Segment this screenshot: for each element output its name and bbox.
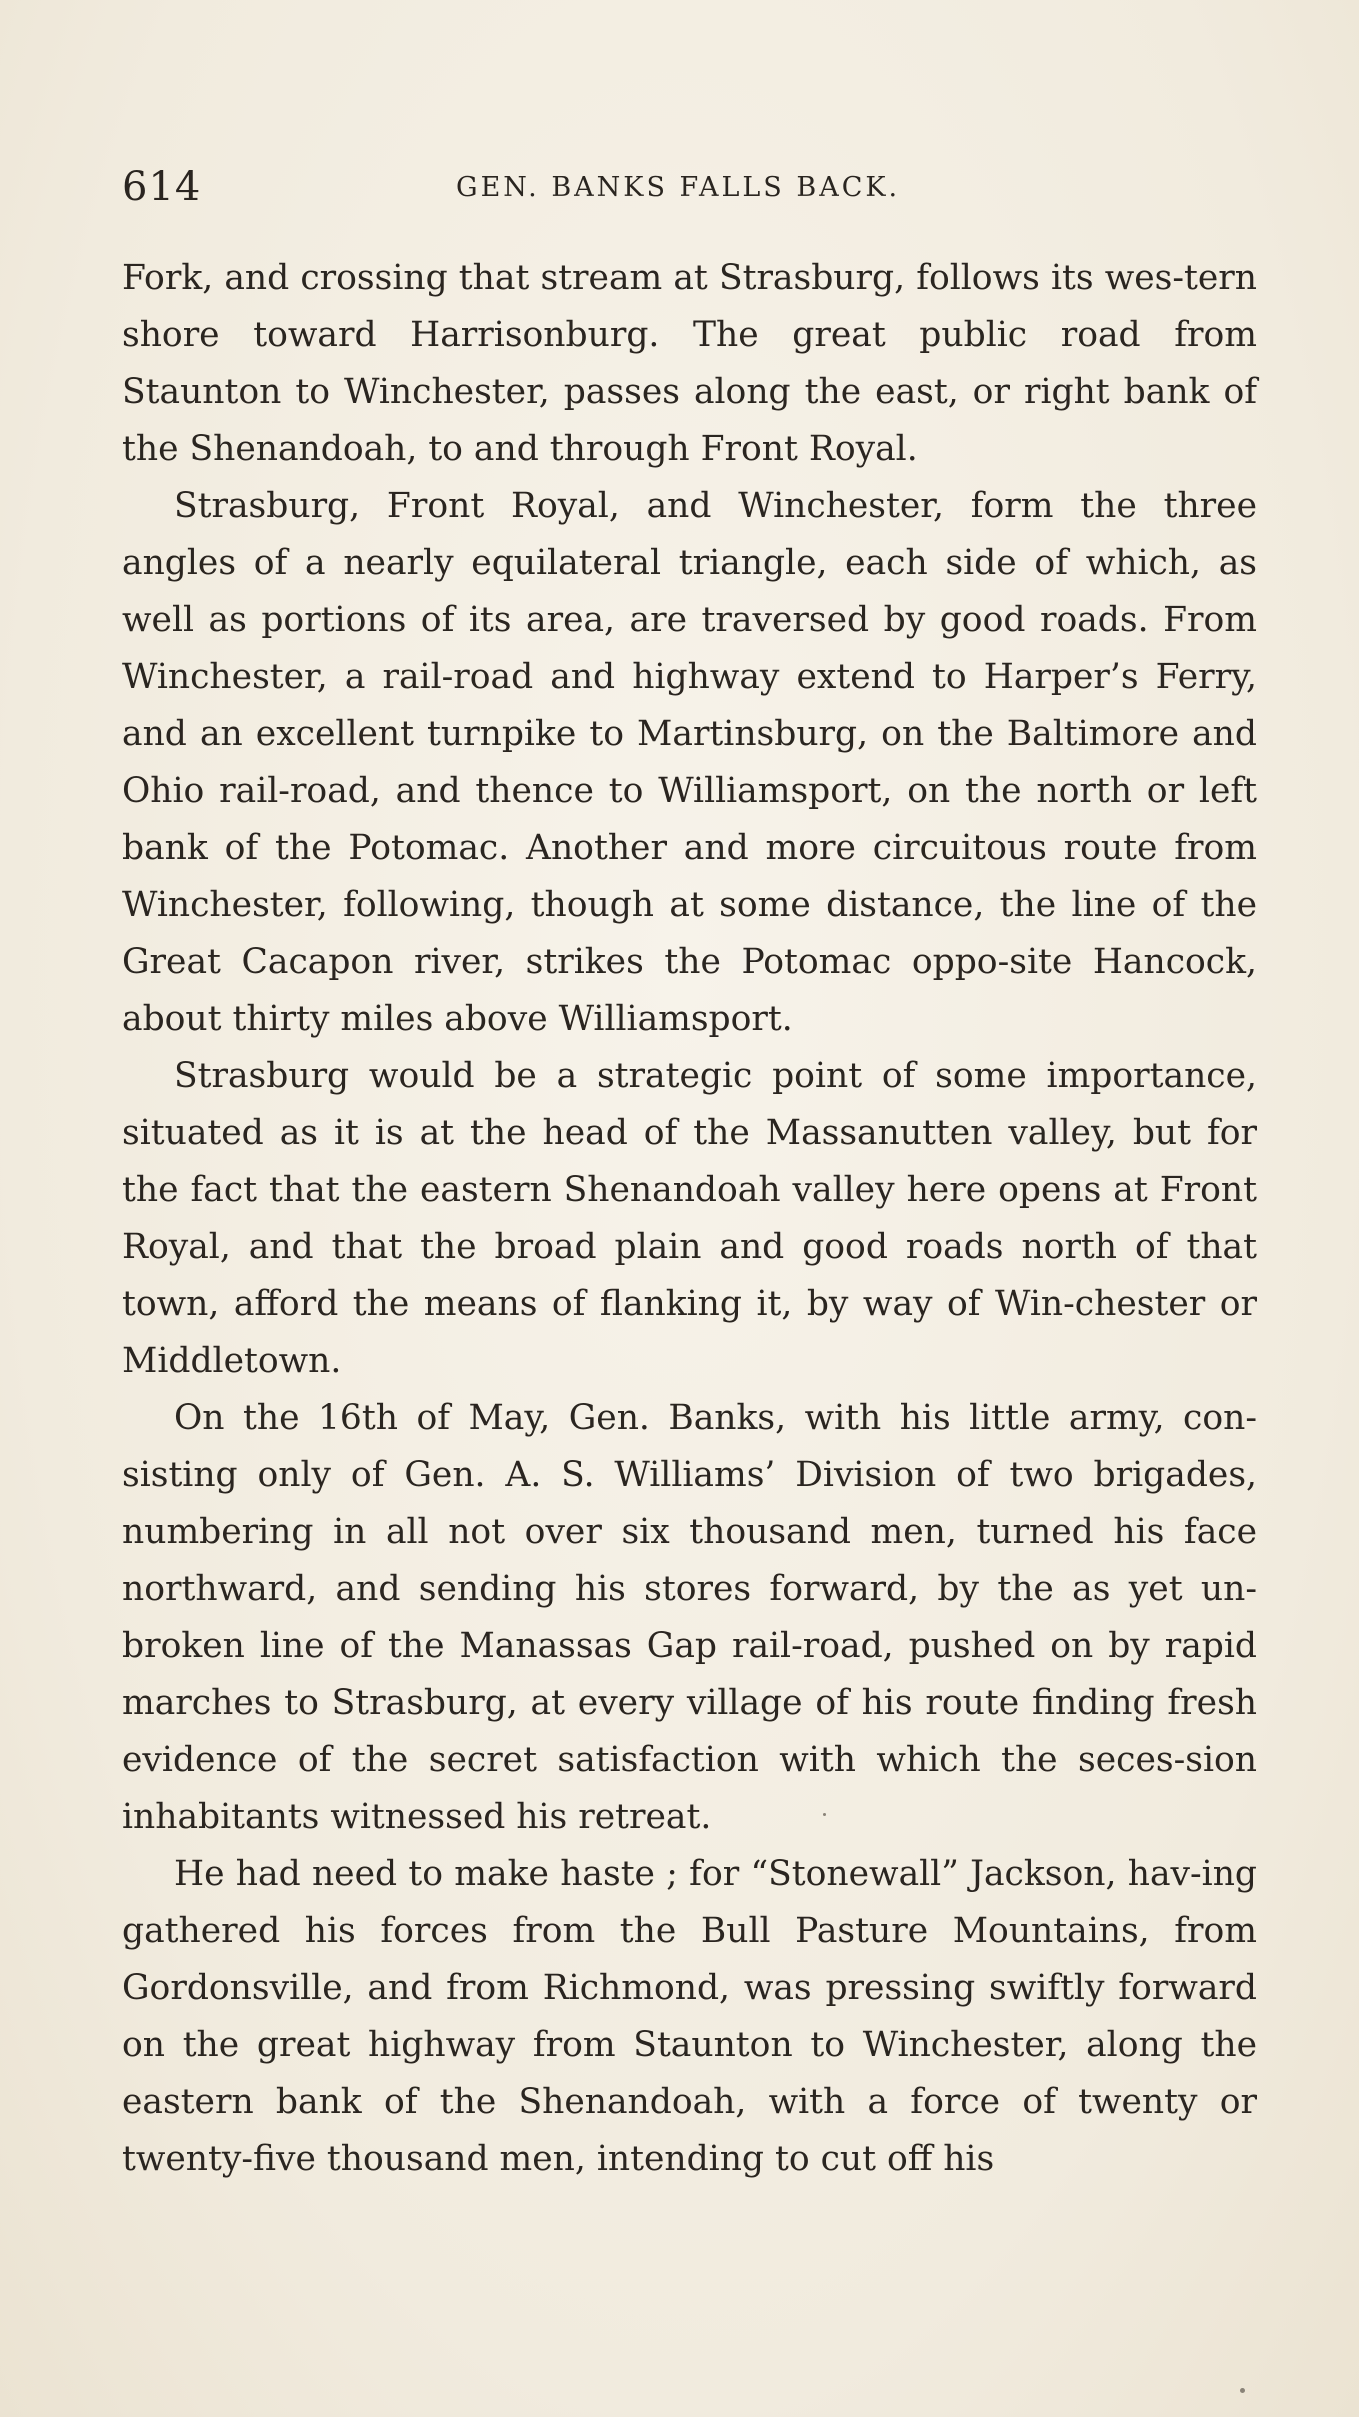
paper-speck (823, 1813, 826, 1816)
paragraph-1: Fork, and crossing that stream at Strasburg, follows its wes-tern shore toward Harrisonburg. The great public road from Staunton to Winchester, passes along the east, or right bank of the Shenandoah, to and through Front Royal. (122, 258, 1257, 469)
page-number: 614 (122, 164, 202, 210)
paragraph-2: Strasburg, Front Royal, and Winchester, form the three angles of a nearly equilateral triangle, each side of which, as well as portions of its area, are traversed by good roads. From Winchester, a rail-road and highway extend to Harper’s Ferry, and an excellent turnpike to Martinsburg, on the Baltimore and Ohio rail-road, and thence to Williamsport, on the north or left bank of the Potomac. Another and more circuitous route from Winchester, following, though at some distance, the line of the Great Cacapon river, strikes the Potomac oppo-site Hancock, about thirty miles above Williamsport. (122, 486, 1257, 1039)
running-title: GEN. BANKS FALLS BACK. (456, 172, 901, 203)
paragraph-4: On the 16th of May, Gen. Banks, with his little army, con-sisting only of Gen. A. S. Williams’ Division of two brigades, numbering in all not over six thousand men, turned his face northward, and sending his stores forward, by the as yet un-broken line of the Manassas Gap rail-road, pushed on by rapid marches to Strasburg, at every village of his route finding fresh evidence of the secret satisfaction with which the seces-sion inhabitants witnessed his retreat. (122, 1398, 1257, 1837)
paragraph-5: He had need to make haste ; for “Stonewall” Jackson, hav-ing gathered his forces from the Bull Pasture Mountains, from Gordonsville, and from Richmond, was pressing swiftly forward on the great highway from Staunton to Winchester, along the eastern bank of the Shenandoah, with a force of twenty or twenty-five thousand men, intending to cut off his (122, 1854, 1257, 2179)
body-text (122, 250, 1257, 2188)
paragraph-3: Strasburg would be a strategic point of some importance, situated as it is at the head of the Massanutten valley, but for the fact that the eastern Shenandoah valley here opens at Front Royal, and that the broad plain and good roads north of that town, afford the means of flanking it, by way of Win-chester or Middletown. (122, 1056, 1257, 1381)
running-head (122, 164, 1242, 224)
paper-speck (1240, 2388, 1245, 2393)
